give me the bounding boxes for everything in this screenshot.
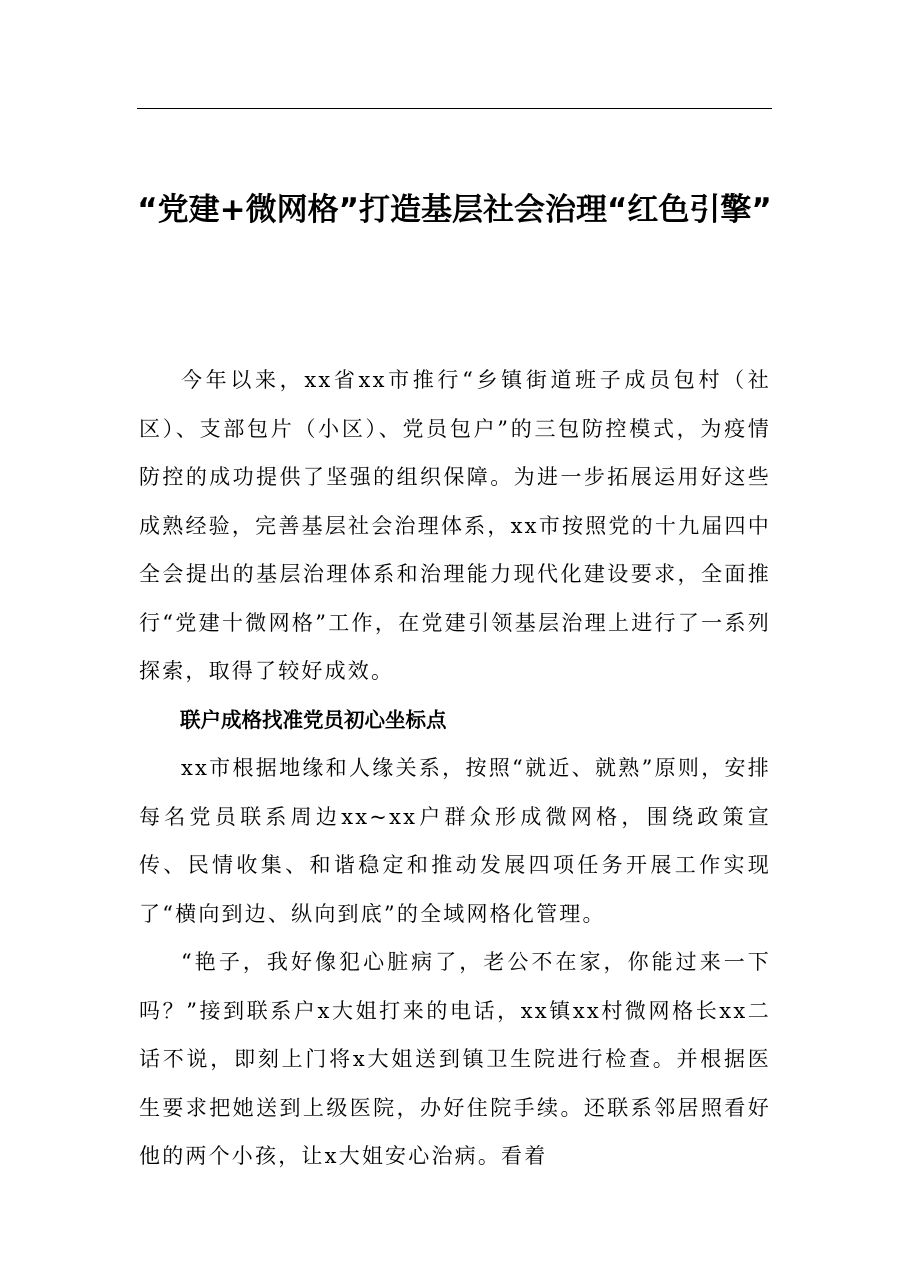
header-rule <box>137 108 772 109</box>
document-title: “党建+微网格”打造基层社会治理“红色引擎” <box>137 192 772 228</box>
document-body <box>139 356 771 1181</box>
section-heading: 联户成格找准党员初心坐标点 <box>180 707 447 732</box>
paragraph-story: “艳子，我好像犯心脏病了，老公不在家，你能过来一下吗？”接到联系户x大姐打来的电话，xx镇xx村微网格长xx二话不说，即刻上门将x大姐送到镇卫生院进行检查。并根据医生要求把她送到上级医院，办好住院手续。还联系邻居照看好他的两个小孩，让x大姐安心治病。看着 <box>139 950 771 1168</box>
paragraph-grid: xx市根据地缘和人缘关系，按照“就近、就熟”原则，安排每名党员联系周边xx~xx户群众形成微网格，围绕政策宣传、民情收集、和谐稳定和推动发展四项任务开展工作实现了“横向到边、纵向到底”的全域网格化管理。 <box>139 756 771 926</box>
paragraph-intro: 今年以来，xx省xx市推行“乡镇街道班子成员包村（社区）、支部包片（小区）、党员包户”的三包防控模式，为疫情防控的成功提供了坚强的组织保障。为进一步拓展运用好这些成熟经验，完善基层社会治理体系，xx市按照党的十九届四中全会提出的基层治理体系和治理能力现代化建设要求，全面推行“党建十微网格”工作，在党建引领基层治理上进行了一系列探索，取得了较好成效。 <box>139 368 771 683</box>
